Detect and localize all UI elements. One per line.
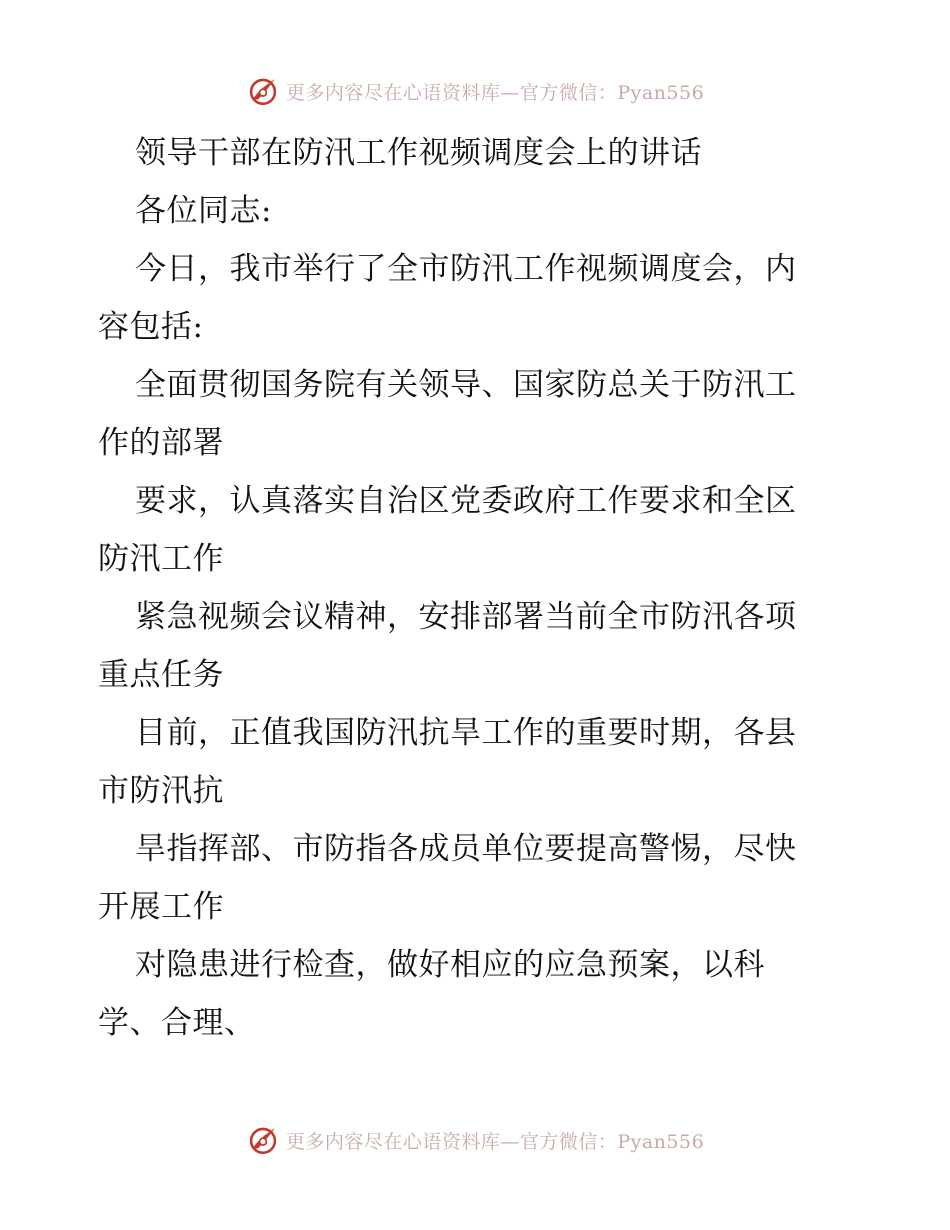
text-line: 防汛工作: [98, 541, 224, 577]
document-title: 领导干部在防汛工作视频调度会上的讲话: [135, 135, 702, 171]
brush-circle-logo-icon: [246, 1123, 280, 1157]
watermark-text: 更多内容尽在心语资料库—官方微信：Pyan556: [285, 1130, 705, 1153]
watermark-text: 更多内容尽在心语资料库—官方微信：Pyan556: [285, 81, 705, 104]
text-line: 紧急视频会议精神，安排部署当前全市防汛各项: [135, 599, 797, 635]
text-line: 容包括:: [98, 309, 204, 345]
text-line: 目前，正值我国防汛抗旱工作的重要时期，各县: [135, 715, 797, 751]
text-line: 今日，我市举行了全市防汛工作视频调度会，内: [135, 251, 797, 287]
document-body: [98, 124, 853, 1052]
text-line: 重点任务: [98, 657, 224, 693]
text-line: 全面贯彻国务院有关领导、国家防总关于防汛工: [135, 367, 797, 403]
text-line: 开展工作: [98, 889, 224, 925]
text-line: 学、合理、: [98, 1005, 256, 1041]
footer-watermark: [0, 1120, 950, 1160]
brush-circle-logo-icon: [246, 74, 280, 108]
text-line: 旱指挥部、市防指各成员单位要提高警惕，尽快: [135, 831, 797, 867]
text-line: 要求，认真落实自治区党委政府工作要求和全区: [135, 483, 797, 519]
text-line: 市防汛抗: [98, 773, 224, 809]
header-watermark: [0, 71, 950, 111]
text-line: 作的部署: [98, 425, 224, 461]
text-line: 各位同志:: [135, 193, 272, 229]
text-line: 对隐患进行检查，做好相应的应急预案，以科: [135, 947, 765, 983]
